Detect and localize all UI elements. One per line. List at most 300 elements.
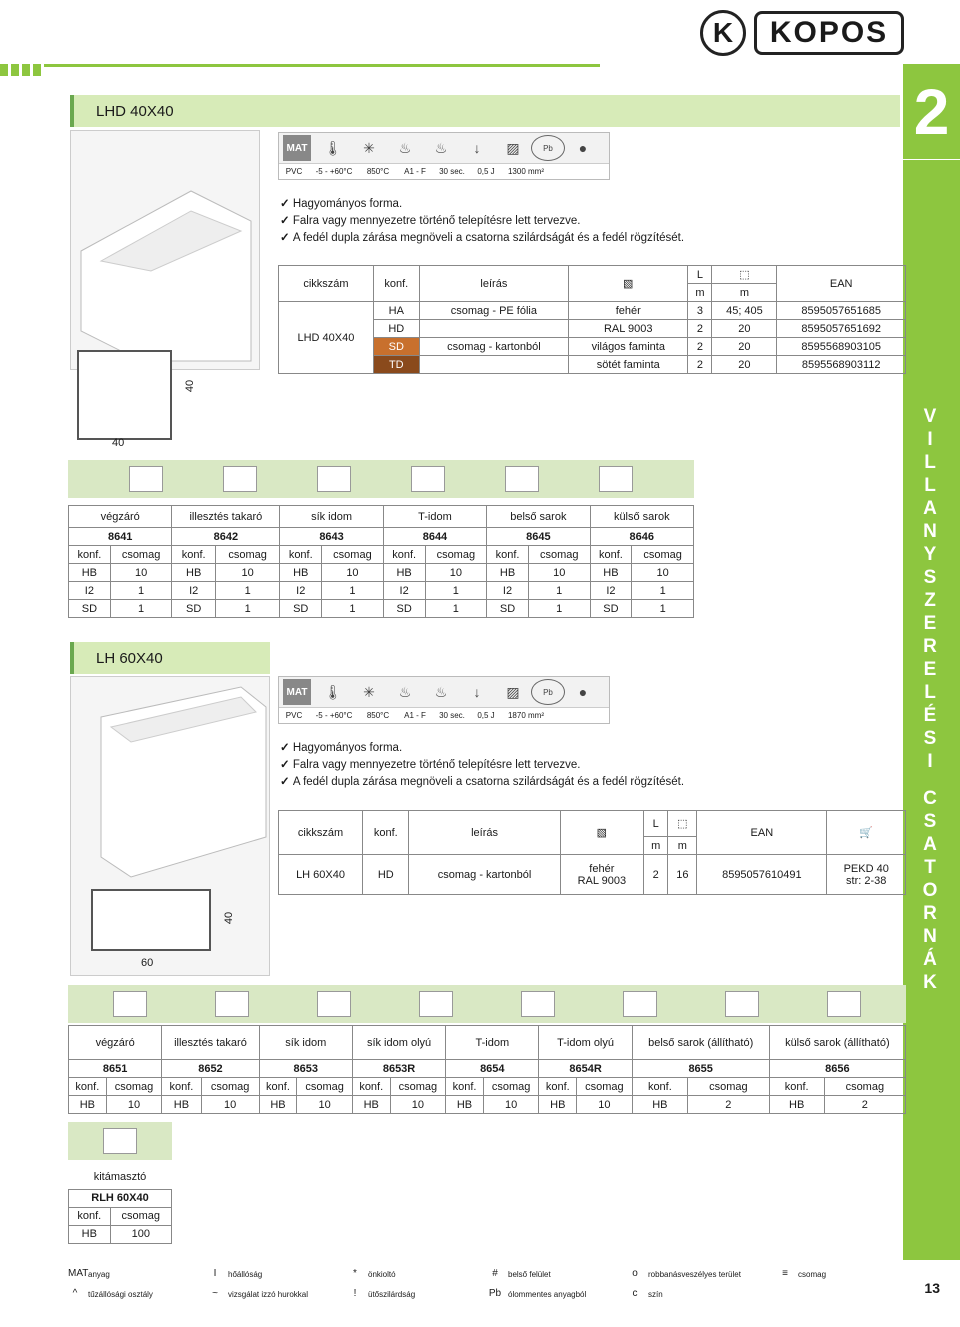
acc-code: 8646	[590, 528, 693, 546]
sub-konf: konf.	[487, 546, 529, 564]
col-desc: leírás	[419, 266, 568, 302]
sub-pack: csomag	[632, 546, 694, 564]
pack-value: 1	[216, 600, 280, 618]
sub-pack: csomag	[824, 1078, 905, 1096]
side-title	[910, 405, 950, 994]
acc-code: 8653	[259, 1060, 352, 1078]
spec-bar-lhd	[278, 132, 610, 180]
unit-m: m	[688, 284, 712, 302]
konf-value: SD	[487, 600, 529, 618]
legend-icon: I	[213, 1268, 217, 1279]
konf-value: I2	[280, 582, 322, 600]
pack-cell: 20	[712, 320, 777, 338]
legend-text: belső felület	[508, 1269, 551, 1279]
pack-value: 10	[106, 1096, 162, 1114]
end-cap-image	[129, 466, 163, 492]
sub-pack: csomag	[201, 1078, 259, 1096]
col-konf: konf.	[363, 811, 409, 855]
sub-pack: csomag	[688, 1078, 770, 1096]
section-outline	[77, 350, 172, 440]
legend-text: ólommentes anyagból	[508, 1289, 587, 1299]
length-cell: 2	[688, 338, 712, 356]
explosive-icon: ●	[578, 140, 588, 156]
legend-icon: c	[632, 1288, 638, 1299]
color-cell: RAL 9003	[569, 320, 688, 338]
end-cap-image	[113, 991, 147, 1017]
sub-pack: csomag	[297, 1078, 353, 1096]
spec-fire-class: A1 - F	[404, 167, 426, 176]
acc-name: sík idom	[259, 1026, 352, 1060]
acc-ref: PEKD 40	[843, 862, 889, 875]
konf-value: I2	[487, 582, 529, 600]
pack-value: 10	[322, 564, 384, 582]
legend-icon: ≡	[782, 1268, 788, 1279]
acc-name: végzáró	[69, 506, 172, 528]
side-letter: A	[923, 834, 937, 855]
ean-cell: 8595057651685	[777, 302, 906, 320]
konf-value: HB	[259, 1096, 297, 1114]
fire-class-icon: ♨	[434, 139, 448, 156]
sub-pack: csomag	[390, 1078, 446, 1096]
pack-value: 10	[577, 1096, 633, 1114]
pack-cell: 45; 405	[712, 302, 777, 320]
feature-item: ✓ Hagyományos forma.	[280, 740, 684, 757]
spec-temp: -5 - +60°C	[315, 167, 353, 176]
desc-cell: csomag - PE fólia	[419, 302, 568, 320]
side-letter: É	[923, 705, 937, 726]
side-letter: L	[924, 452, 936, 473]
acc-code: 8654R	[539, 1060, 632, 1078]
glow-wire-icon: ✳	[363, 683, 375, 700]
konf-value: HB	[280, 564, 322, 582]
flame-icon: ♨	[398, 139, 412, 156]
flame-icon: ♨	[398, 683, 412, 700]
side-letter: I	[927, 429, 933, 450]
surface-icon: ▨	[506, 683, 520, 700]
material-icon: MAT	[283, 135, 311, 161]
acc-name: végzáró	[69, 1026, 162, 1060]
konf-value: HB	[69, 1225, 111, 1243]
konf-value: HB	[487, 564, 529, 582]
section-title-lh	[70, 642, 270, 674]
pb-free-icon: Pb	[531, 135, 565, 161]
inner-corner-image	[505, 466, 539, 492]
konf-value: SD	[69, 600, 111, 618]
konf-cell: HD	[363, 855, 409, 895]
flat-angle-image	[317, 466, 351, 492]
spec-area: 1870 mm²	[507, 711, 544, 720]
feature-list-lh	[280, 740, 684, 791]
spec-temp: -5 - +60°C	[315, 711, 353, 720]
konf-value: HB	[162, 1096, 201, 1114]
acc-name: belső sarok (állítható)	[632, 1026, 769, 1060]
col-ean: EAN	[777, 266, 906, 302]
pack-value: 10	[425, 564, 487, 582]
spec-values	[279, 163, 609, 179]
feature-list-lhd	[280, 196, 684, 247]
pack-cell: 20	[712, 338, 777, 356]
spec-impact: 0,5 J	[477, 167, 495, 176]
pb-free-icon: Pb	[531, 679, 565, 705]
acc-code: 8652	[162, 1060, 259, 1078]
pack-value: 1	[632, 582, 694, 600]
length-cell: 2	[688, 320, 712, 338]
pack-value: 10	[528, 564, 590, 582]
side-letter: R	[923, 903, 937, 924]
joint-cover-image	[223, 466, 257, 492]
spec-material: PVC	[285, 711, 303, 720]
logo-mark: K	[700, 10, 746, 56]
spec-bar-lh	[278, 676, 610, 724]
header-green-bar	[0, 64, 600, 76]
acc-name: T-idom olyú	[539, 1026, 632, 1060]
side-letter: E	[923, 659, 937, 680]
acc-name: T-idom	[383, 506, 486, 528]
side-letter: V	[923, 406, 937, 427]
product-table-lh	[278, 810, 906, 895]
unit-m: m	[712, 284, 777, 302]
legend-icon: Pb	[488, 1288, 502, 1299]
box-icon-cell: ⬚	[712, 266, 777, 284]
impact-icon: ↓	[473, 140, 481, 156]
side-letter: T	[924, 857, 936, 878]
sub-konf: konf.	[172, 546, 216, 564]
col-ean: EAN	[697, 811, 827, 855]
legend-text: hőállóság	[228, 1269, 263, 1279]
pack-value: 1	[425, 582, 487, 600]
accessory-table-lh	[68, 1025, 906, 1114]
acc-code: 8656	[769, 1060, 905, 1078]
spec-fire-class: A1 - F	[404, 711, 426, 720]
col-length: L	[644, 811, 668, 837]
acc-name: sík idom olyú	[352, 1026, 445, 1060]
duct-illustration	[71, 131, 261, 371]
sub-pack: csomag	[110, 546, 172, 564]
desc-cell	[419, 320, 568, 338]
legend-item	[208, 1268, 262, 1280]
cross-section-lhd	[72, 345, 212, 455]
col-code: cikkszám	[279, 266, 374, 302]
spec-impact: 0,5 J	[477, 711, 495, 720]
support-name: kitámasztó	[93, 1170, 147, 1183]
sub-konf: konf.	[383, 546, 425, 564]
legend-text: robbanásveszélyes terület	[648, 1269, 741, 1279]
color-icon-cell: ▧	[569, 266, 688, 302]
konf-cell: HA	[373, 302, 419, 320]
pack-value: 2	[688, 1096, 770, 1114]
sub-konf: konf.	[162, 1078, 201, 1096]
konf-value: HB	[352, 1096, 390, 1114]
legend-item	[348, 1268, 396, 1280]
pack-value: 1	[216, 582, 280, 600]
legend-item	[778, 1268, 826, 1280]
outer-corner-image	[827, 991, 861, 1017]
acc-name: illesztés takaró	[172, 506, 280, 528]
legend-text: szín	[648, 1289, 663, 1299]
dim-width: 60	[141, 957, 154, 969]
length-cell: 2	[644, 855, 668, 895]
length-cell: 2	[688, 356, 712, 374]
legend-item	[68, 1268, 110, 1280]
pack-value: 1	[322, 582, 384, 600]
sub-pack: csomag	[528, 546, 590, 564]
legend-text: anyag	[88, 1269, 110, 1279]
acc-code: 8642	[172, 528, 280, 546]
fire-class-icon: ♨	[434, 683, 448, 700]
support-shape	[103, 1128, 137, 1154]
flat-angle-image	[317, 991, 351, 1017]
sub-pack: csomag	[106, 1078, 162, 1096]
side-letter: Y	[923, 544, 937, 565]
acc-code: 8651	[69, 1060, 162, 1078]
color-cell: fehér	[569, 302, 688, 320]
pack-cell: 16	[668, 855, 697, 895]
product-image-lhd	[70, 130, 260, 370]
explosive-icon: ●	[578, 684, 588, 700]
konf-value: HB	[69, 1096, 107, 1114]
pack-value: 1	[425, 600, 487, 618]
color-cell: világos faminta	[569, 338, 688, 356]
konf-value: SD	[172, 600, 216, 618]
section-outline	[91, 889, 211, 951]
unit-m: m	[668, 837, 697, 855]
brand-logo	[700, 10, 904, 56]
pack-cell: 20	[712, 356, 777, 374]
konf-value: HB	[172, 564, 216, 582]
thermometer-icon: 🌡	[324, 139, 342, 156]
col-konf: konf.	[373, 266, 419, 302]
color-line: RAL 9003	[577, 874, 627, 887]
joint-cover-image	[215, 991, 249, 1017]
konf-cell: SD	[373, 338, 419, 356]
sub-konf: konf.	[69, 1207, 111, 1225]
konf-value: HB	[590, 564, 632, 582]
desc-cell: csomag - kartonból	[419, 338, 568, 356]
section-title-text: LH 60X40	[96, 649, 163, 667]
konf-cell: TD	[373, 356, 419, 374]
sub-konf: konf.	[632, 1078, 687, 1096]
pack-value: 2	[824, 1096, 905, 1114]
side-letter: N	[923, 926, 937, 947]
ean-cell: 8595568903112	[777, 356, 906, 374]
impact-icon: ↓	[473, 684, 481, 700]
page-number: 13	[924, 1280, 940, 1296]
acc-name: T-idom	[446, 1026, 539, 1060]
pack-value: 10	[390, 1096, 446, 1114]
sub-konf: konf.	[280, 546, 322, 564]
pack-value: 10	[297, 1096, 353, 1114]
material-icon: MAT	[283, 679, 311, 705]
legend-item	[68, 1288, 153, 1300]
color-line: fehér	[589, 862, 615, 875]
side-letter: N	[923, 521, 937, 542]
pack-value: 10	[483, 1096, 539, 1114]
konf-value: I2	[69, 582, 111, 600]
spec-icons	[279, 677, 609, 707]
acc-ref-cell	[827, 855, 906, 895]
acc-name: belső sarok	[487, 506, 590, 528]
legend-text: csomag	[798, 1269, 827, 1279]
pack-value: 1	[528, 600, 590, 618]
accessory-table-lhd	[68, 505, 694, 618]
sub-konf: konf.	[69, 1078, 107, 1096]
pack-value: 10	[216, 564, 280, 582]
feature-item: ✓ Hagyományos forma.	[280, 196, 684, 213]
konf-value: SD	[280, 600, 322, 618]
side-letter: O	[922, 880, 938, 901]
sub-konf: konf.	[446, 1078, 484, 1096]
acc-code: 8653R	[352, 1060, 445, 1078]
color-cell	[560, 855, 643, 895]
side-letter: Á	[923, 949, 937, 970]
acc-name: külső sarok (állítható)	[769, 1026, 905, 1060]
pack-value: 10	[110, 564, 172, 582]
acc-name: illesztés takaró	[162, 1026, 259, 1060]
support-code: RLH 60X40	[69, 1189, 172, 1207]
sub-pack: csomag	[110, 1207, 171, 1225]
feature-item: ✓ A fedél dupla zárása megnöveli a csatorna szilárdságát és a fedél rögzítését.	[280, 774, 684, 791]
acc-name: sík idom	[280, 506, 383, 528]
section-title-lhd	[70, 95, 900, 127]
acc-code: 8645	[487, 528, 590, 546]
side-letter: L	[924, 475, 936, 496]
legend-text: tűzállósági osztály	[88, 1289, 153, 1299]
spec-values	[279, 707, 609, 723]
side-letter: R	[923, 636, 937, 657]
legend-icon: o	[632, 1268, 638, 1279]
product-table-lhd	[278, 265, 906, 374]
thermometer-icon: 🌡	[324, 683, 342, 700]
surface-icon: ▨	[506, 139, 520, 156]
konf-value: HB	[632, 1096, 687, 1114]
pack-value: 10	[632, 564, 694, 582]
length-cell: 3	[688, 302, 712, 320]
feature-item: ✓ Falra vagy mennyezetre történő telepítésre lett tervezve.	[280, 757, 684, 774]
chapter-number: 2	[903, 64, 960, 159]
sub-pack: csomag	[216, 546, 280, 564]
spec-material: PVC	[285, 167, 303, 176]
legend-icon: ~	[212, 1288, 218, 1299]
product-image-lh	[70, 676, 270, 976]
konf-value: HB	[769, 1096, 824, 1114]
legend-icon: #	[492, 1268, 498, 1279]
side-letter: C	[923, 788, 937, 809]
dim-height: 40	[184, 379, 197, 393]
konf-cell: HD	[373, 320, 419, 338]
feature-item: ✓ Falra vagy mennyezetre történő telepítésre lett tervezve.	[280, 213, 684, 230]
konf-value: I2	[172, 582, 216, 600]
glow-wire-icon: ✳	[363, 139, 375, 156]
pack-value: 1	[110, 582, 172, 600]
legend-item	[628, 1268, 741, 1280]
support-image	[68, 1122, 172, 1160]
konf-value: HB	[383, 564, 425, 582]
flat-angle-trough-image	[419, 991, 453, 1017]
konf-value: SD	[383, 600, 425, 618]
spec-time: 30 sec.	[439, 167, 465, 176]
legend-icon: ^	[72, 1288, 78, 1299]
sub-pack: csomag	[577, 1078, 633, 1096]
acc-ref: str: 2-38	[846, 874, 887, 887]
legend-icon: MAT	[68, 1268, 89, 1279]
konf-value: HB	[539, 1096, 577, 1114]
side-letter: E	[923, 613, 937, 634]
dim-height: 40	[223, 911, 236, 925]
sub-pack: csomag	[322, 546, 384, 564]
outer-corner-image	[599, 466, 633, 492]
cart-icon-cell: 🛒	[827, 811, 906, 855]
side-letter: S	[923, 728, 937, 749]
col-desc: leírás	[409, 811, 560, 855]
spec-icons	[279, 133, 609, 163]
side-letter: A	[923, 498, 937, 519]
box-icon-cell: ⬚	[668, 811, 697, 837]
t-piece-image	[411, 466, 445, 492]
code-cell: LHD 40X40	[279, 302, 374, 374]
logo-name: KOPOS	[754, 11, 904, 55]
acc-name: külső sarok	[590, 506, 693, 528]
color-icon-cell: ▧	[560, 811, 643, 855]
sub-konf: konf.	[590, 546, 632, 564]
legend-icon: *	[353, 1268, 357, 1279]
support-table	[68, 1165, 172, 1244]
legend-item	[208, 1288, 308, 1300]
pack-value: 1	[528, 582, 590, 600]
accessory-images-lhd	[68, 460, 694, 498]
side-letter: S	[923, 811, 937, 832]
side-letter: I	[927, 751, 933, 772]
legend-item	[488, 1288, 586, 1300]
col-code: cikkszám	[279, 811, 363, 855]
konf-value: I2	[590, 582, 632, 600]
ean-cell: 8595057651692	[777, 320, 906, 338]
feature-item: ✓ A fedél dupla zárása megnöveli a csatorna szilárdságát és a fedél rögzítését.	[280, 230, 684, 247]
legend-item	[628, 1288, 663, 1300]
col-length: L	[688, 266, 712, 284]
ean-cell: 8595568903105	[777, 338, 906, 356]
legend-text: ütőszilárdság	[368, 1289, 416, 1299]
side-letter: Z	[924, 590, 936, 611]
konf-value: HB	[69, 564, 111, 582]
sub-konf: konf.	[259, 1078, 297, 1096]
spec-time: 30 sec.	[439, 711, 465, 720]
spec-area: 1300 mm²	[507, 167, 544, 176]
pack-value: 10	[201, 1096, 259, 1114]
sub-konf: konf.	[769, 1078, 824, 1096]
side-letter: S	[923, 567, 937, 588]
side-letter: L	[924, 682, 936, 703]
acc-code: 8644	[383, 528, 486, 546]
sub-pack: csomag	[483, 1078, 539, 1096]
section-title-text: LHD 40X40	[96, 102, 174, 120]
acc-code: 8641	[69, 528, 172, 546]
sub-konf: konf.	[69, 546, 111, 564]
t-piece-trough-image	[623, 991, 657, 1017]
pack-value: 100	[110, 1225, 171, 1243]
sub-konf: konf.	[352, 1078, 390, 1096]
spec-glow: 850°C	[366, 711, 390, 720]
sub-pack: csomag	[425, 546, 487, 564]
dim-width: 40	[112, 437, 125, 449]
ean-cell: 8595057610491	[697, 855, 827, 895]
inner-corner-image	[725, 991, 759, 1017]
acc-code: 8655	[632, 1060, 769, 1078]
spec-glow: 850°C	[366, 167, 390, 176]
acc-code: 8643	[280, 528, 383, 546]
konf-value: HB	[446, 1096, 484, 1114]
legend-text: önkioltó	[368, 1269, 396, 1279]
desc-cell: csomag - kartonból	[409, 855, 560, 895]
